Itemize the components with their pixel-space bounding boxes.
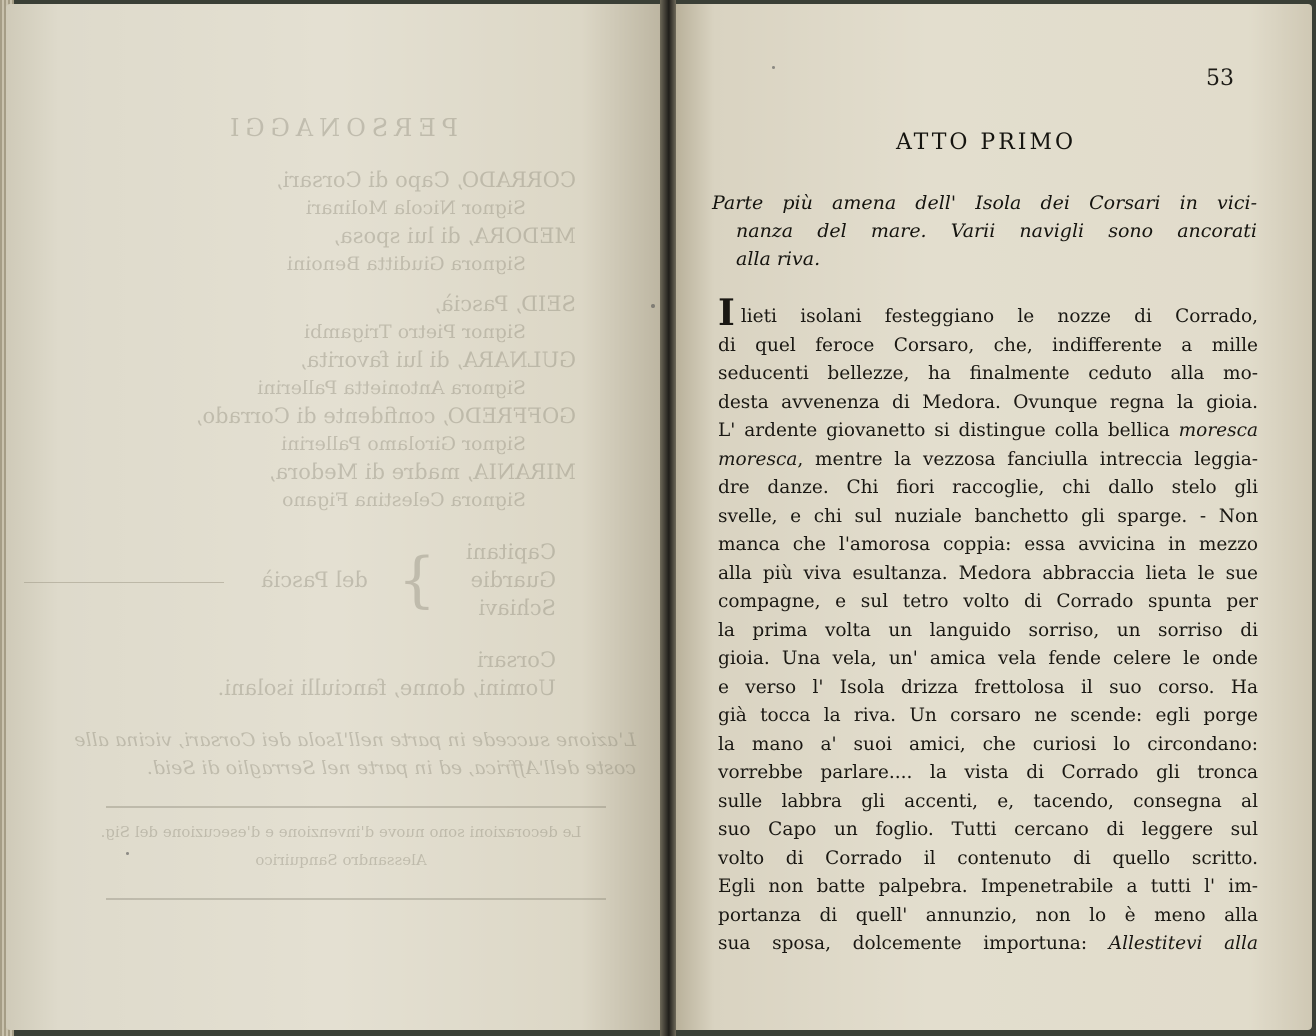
text-line: alla più viva esultanza. Medora abbraccia lieta le sue — [718, 562, 1258, 584]
page-crease — [24, 582, 224, 583]
bleed-line: Signora Antonietta Pallerini — [257, 377, 526, 399]
bleed-line: MIRANIA, madre di Medora, — [268, 460, 576, 484]
page-number: 53 — [1206, 66, 1234, 91]
text-line: la prima volta un languido sorriso, un sorriso di — [718, 619, 1258, 641]
text-line: svelle, e chi sul nuziale banchetto gli sparge. - Non — [718, 505, 1258, 527]
text-line: sua sposa, dolcemente importuna: Allestitevi alla — [718, 933, 1258, 954]
stage-direction-line: alla riva. — [736, 248, 821, 270]
bleed-note: L'azione succede in parte nell'Isola dei Corsari, vicina alle coste dell'Affrica, ed in parte nel Serraglio di Seid. — [74, 729, 636, 779]
stage-direction — [712, 189, 1257, 273]
bleed-rule — [106, 898, 606, 900]
bleed-rule — [106, 806, 606, 808]
text-line: volto di Corrado il contenuto di quello scritto. — [718, 847, 1258, 869]
stage-direction-line: Parte più amena dell' Isola dei Corsari in vici- — [712, 192, 1257, 214]
text-line: manca che l'amorosa coppia: essa avvicina in mezzo — [718, 534, 1258, 555]
bleed-line: Signora Celestina Figano — [282, 489, 526, 511]
text-line: già tocca la riva. Un corsaro ne scende: egli porge — [718, 705, 1258, 726]
bleed-line: Uomini, donne, fanciulli isolani. — [217, 676, 556, 700]
paper-speck — [126, 852, 129, 855]
bleed-line: Corsari — [477, 648, 556, 672]
bleed-group-item: Guardie — [470, 568, 556, 592]
text-line: dre danze. Chi fiori raccoglie, chi dallo stelo gli — [718, 477, 1258, 498]
paper-speck — [772, 66, 775, 69]
bleed-group-label: del Pascià — [261, 568, 368, 592]
bleed-line: Signora Giuditta Benoini — [286, 253, 526, 275]
bleed-group-item: Capitani — [466, 540, 556, 564]
bleed-line: Signor Pietro Trigambi — [304, 321, 526, 343]
body-text — [718, 292, 1258, 959]
text-line: sulle labbra gli accenti, e, tacendo, consegna al — [718, 790, 1258, 812]
text-line: seducenti bellezze, ha finalmente ceduto alla mo- — [718, 363, 1258, 384]
bleed-footer: Le decorazioni sono nuove d'invenzione e d'esecuzione del Sig. Alessandro Sanquirico — [100, 823, 582, 869]
paper-speck — [651, 304, 655, 308]
left-page — [6, 4, 660, 1030]
text-line: Egli non batte palpebra. Impenetrabile a tutti l' im- — [718, 876, 1258, 897]
bleed-line: GULNARA, di lui favorita, — [300, 348, 576, 372]
bleed-group-item: Schiavi — [478, 596, 556, 620]
bleed-title: PERSONAGGI — [224, 114, 459, 142]
act-title: ATTO PRIMO — [895, 130, 1077, 155]
text-line: e verso l' Isola drizza frettolosa il suo corso. Ha — [718, 676, 1258, 698]
text-line: Ilieti isolani festeggiano le nozze di Corrado, — [718, 292, 1258, 334]
text-line: vorrebbe parlare.... la vista di Corrado gli tronca — [718, 762, 1258, 783]
text-line: la mano a' suoi amici, che curiosi lo circondano: — [718, 733, 1258, 755]
text-line: suo Capo un foglio. Tutti cercano di leggere sul — [718, 819, 1258, 840]
text-line: desta avvenenza di Medora. Ovunque regna la gioia. — [718, 391, 1258, 413]
bleed-line: Signor Girolamo Pallerini — [281, 433, 526, 455]
bleed-line: MEDORA, di lui sposa, — [333, 224, 576, 248]
bleed-line: Signor Nicola Molinari — [305, 197, 526, 219]
book-gutter — [660, 0, 676, 1036]
bleed-line: GOFFREDO, confidente di Corrado, — [195, 404, 576, 428]
text-line: moresca, mentre la vezzosa fanciulla intreccia leggia- — [718, 448, 1258, 470]
text-line: gioia. Una vela, un' amica vela fende celere le onde — [718, 648, 1258, 669]
text-line: compagne, e sul tetro volto di Corrado spunta per — [718, 591, 1258, 612]
right-page — [676, 4, 1312, 1030]
bleed-through-text: PERSONAGGI CORRADO, Capo di Corsari, Signor Nicola Molinari MEDORA, di lui sposa, Signora Giuditta Benoini SEID, Pascià, Signor Pietro Trigambi GULNARA, di lui favorita, Signora Antonietta Pallerini GOFFREDO, confidente di Corrado, Signor Girolamo Pallerini MIRANIA, madre di Medora, Signora Celestina Figano Capitani Guardie Schiavi } del Pascià Corsari Uomini, donne, fanciulli isolani. L'azione succede in parte nell'Isola dei Corsari, vicina alle coste dell'Affrica, ed in parte nel Serraglio di Seid. Le decorazioni sono nuove d'invenzione e d'esecuzione del Sig. Alessandro Sanquirico — [46, 94, 636, 974]
text-line: L' ardente giovanetto si distingue colla bellica moresca — [718, 420, 1258, 441]
stage-direction-line: nanza del mare. Varii navigli sono ancorati — [736, 220, 1257, 242]
bleed-line: CORRADO, Capo di Corsari, — [276, 168, 576, 192]
bleed-line: SEID, Pascià, — [434, 292, 576, 316]
text-line: di quel feroce Corsaro, che, indifferente a mille — [718, 334, 1258, 356]
drop-cap: I — [718, 292, 735, 334]
text-line: portanza di quell' annunzio, non lo è meno alla — [718, 904, 1258, 926]
